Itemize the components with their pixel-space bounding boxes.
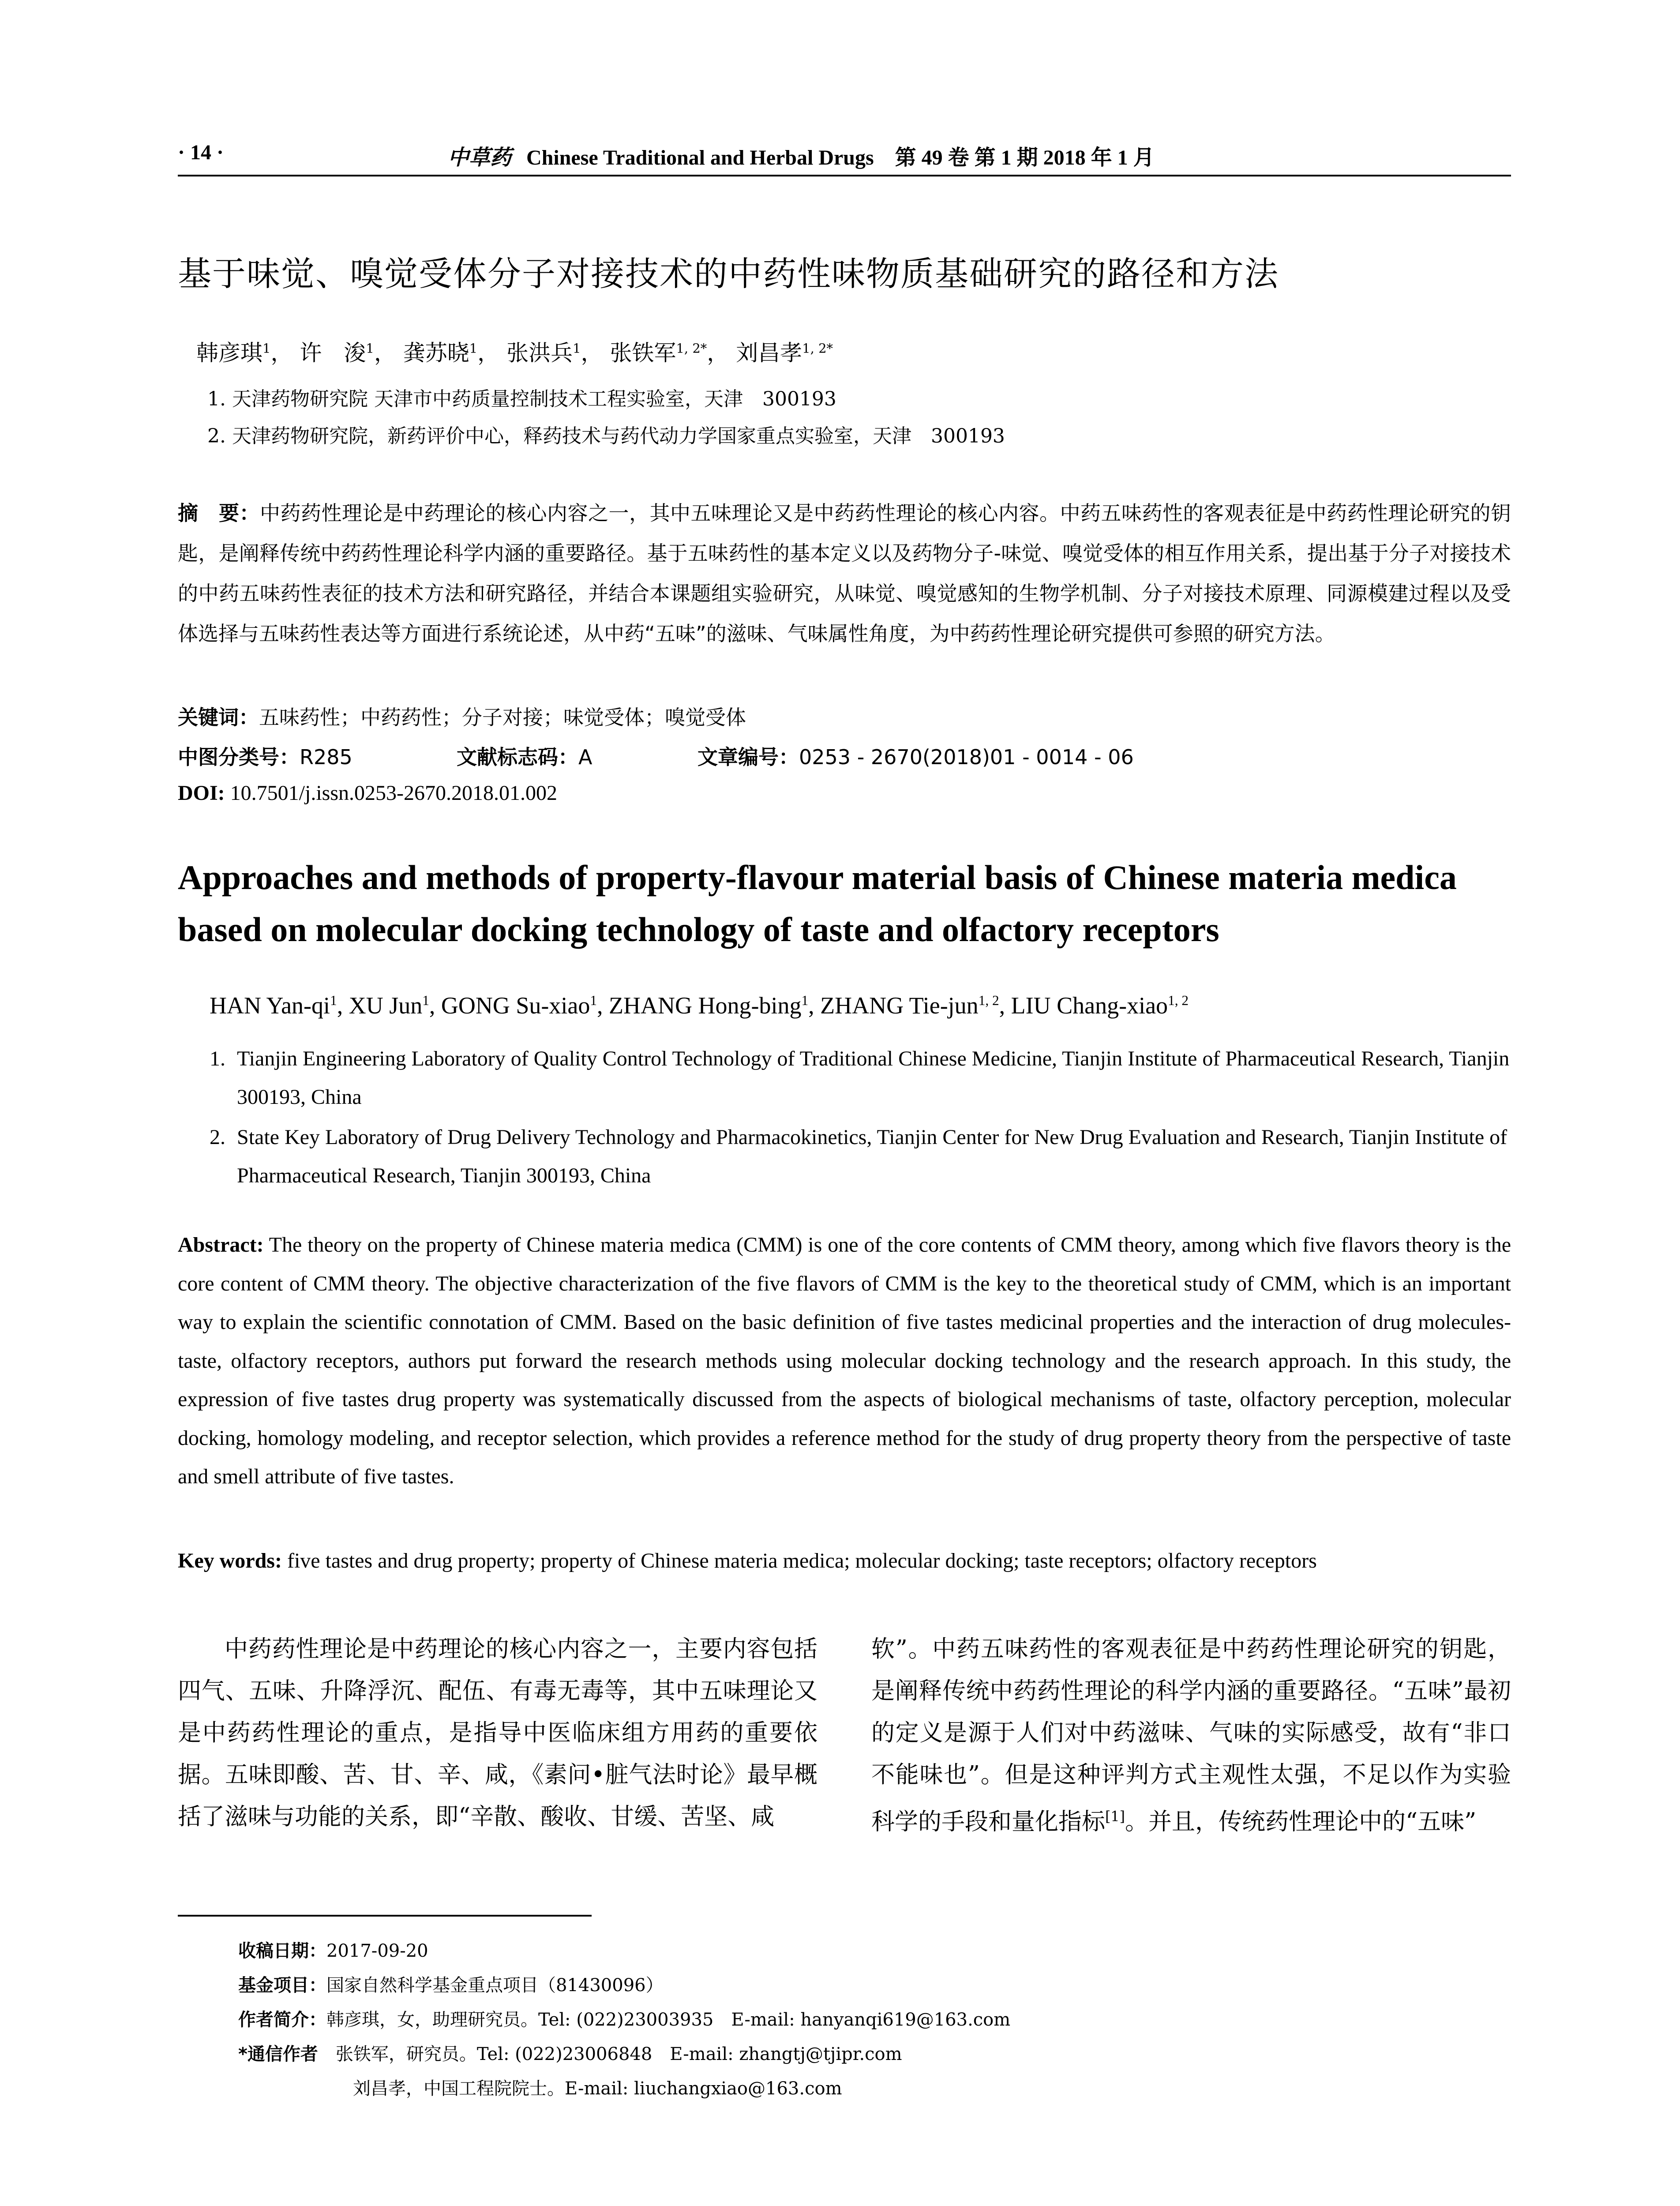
clc-number: 中图分类号：R285 (178, 745, 352, 769)
running-header (178, 140, 1511, 176)
footnote-author: 作者简介：韩彦琪，女，助理研究员。Tel: (022)23003935 E-mail: hanyanqi619@163.com (238, 2010, 1011, 2030)
author-en: GONG Su-xiao$^1$ (441, 992, 597, 1019)
citation-ref: [1] (1105, 1808, 1125, 1825)
body-column-right: 软”。中药五味药性的客观表征是中药药性理论研究的钥匙，是阐释传统中药药性理论的科学内涵的重要路径。“五味”最初的定义是源于人们对中药滋味、气味的实际感受，故有“非口不能味也”。但是这种评判方式主观性太强，不足以作为实验科学的手段和量化指标[1]。并且，传统药性理论中的“五味” (871, 1636, 1511, 1835)
author-en: ZHANG Tie-jun$^{1, 2}$ (820, 992, 999, 1019)
affiliation-cn-2: 2. 天津药物研究院，新药评价中心，释药技术与药代动力学国家重点实验室，天津 300193 (207, 425, 1005, 447)
affiliation-cn-1: 1. 天津药物研究院 天津市中药质量控制技术工程实验室，天津 300193 (207, 388, 836, 410)
author-cn: 张铁军$^{1, 2*}$ (610, 340, 707, 366)
title-en: Approaches and methods of property-flavour material basis of Chinese materia medica based on molecular docking technology of taste and olfactory receptors (178, 858, 1457, 949)
footnote-fund: 基金项目：国家自然科学基金重点项目（81430096） (238, 1975, 664, 1996)
author-cn: 许 浚$^1$ (300, 340, 374, 366)
title-cn: 基于味觉、嗅觉受体分子对接技术的中药性味物质基础研究的路径和方法 (178, 254, 1279, 293)
journal-name-cn: 中草药 (448, 145, 512, 170)
journal-header (448, 140, 1155, 171)
journal-name-issue: Chinese Traditional and Herbal Drugs 第 49 卷 第 1 期 2018 年 1 月 (526, 146, 1155, 169)
classification-line (178, 741, 1511, 768)
author-en: XU Jun$^1$ (349, 992, 429, 1019)
article-number: 文章编号：0253 - 2670(2018)01 - 0014 - 06 (698, 745, 1134, 769)
footnote-rule (178, 1915, 592, 1917)
document-code: 文献标志码：A (457, 745, 592, 769)
author-cn: 刘昌孝$^{1, 2*}$ (736, 340, 833, 366)
abstract-en-text: The theory on the property of Chinese materia medica (CMM) is one of the core contents of CMM theory, among which five flavors theory is the core content of CMM theory. The objective characterization of the five flavors of CMM is the key to the theoretical study of CMM, which is an important way to explain the scientific connotation of CMM. Based on the basic definition of five tastes medicinal properties and the interaction of drug molecules-taste, olfactory receptors, authors put forward the research methods using molecular docking technology and the research approach. In this study, the expression of five tastes drug property was systematically discussed from the aspects of biological mechanisms of taste, olfactory perception, molecular docking, homology modeling, and receptor selection, which provides a reference method for the study of drug property theory from the perspective of taste and smell attribute of five tastes. (178, 1233, 1511, 1488)
footnote-corresponding: *通信作者 张铁军，研究员。Tel: (022)23006848 E-mail: zhangtj@tjipr.com (238, 2044, 902, 2064)
abstract-cn-text: 中药药性理论是中药理论的核心内容之一，其中五味理论又是中药药性理论的核心内容。中药五味药性的客观表征是中药药性理论研究的钥匙，是阐释传统中药药性理论科学内涵的重要路径。基于五味药性的基本定义以及药物分子-味觉、嗅觉受体的相互作用关系，提出基于分子对接技术的中药五味药性表征的技术方法和研究路径，并结合本课题组实验研究，从味觉、嗅觉感知的生物学机制、分子对接技术原理、同源模建过程以及受体选择与五味药性表达等方面进行系统论述，从中药“五味”的滋味、气味属性角度，为中药药性理论研究提供可参照的研究方法。 (178, 501, 1511, 645)
doi-line: DOI: 10.7501/j.issn.0253-2670.2018.01.002 (178, 781, 558, 805)
abstract-en-label: Abstract: (178, 1233, 264, 1257)
affiliation-en-1: 1. Tianjin Engineering Laboratory of Quality Control Technology of Traditional Chinese Medicine, Tianjin Institute of Pharmaceutical Research, Tianjin 300193, China (210, 1047, 1510, 1109)
affiliation-en-2: 2. State Key Laboratory of Drug Delivery Technology and Pharmacokinetics, Tianjin Center for New Drug Evaluation and Research, Tianjin Institute of Pharmaceutical Research, Tianjin 300193, China (210, 1126, 1508, 1187)
authors-cn: 韩彦琪$^1$， 许 浚$^1$， 龚苏晓$^1$， 张洪兵$^1$， 张铁军$^{1, 2*}$， 刘昌孝$^{1, 2*}$ (196, 340, 833, 366)
keywords-en: Key words: five tastes and drug property; property of Chinese materia medica; molecular docking; taste receptors; olfactory receptors (178, 1549, 1317, 1572)
author-en: LIU Chang-xiao$^{1, 2}$ (1011, 992, 1189, 1019)
keywords-cn: 关键词：五味药性；中药药性；分子对接；味觉受体；嗅觉受体 (178, 705, 746, 729)
header-rule (178, 175, 1511, 176)
author-en: HAN Yan-$qi^1$ (210, 992, 337, 1019)
footnote-corresponding-2: 刘昌孝，中国工程院院士。E-mail: liuchangxiao@163.com (353, 2078, 842, 2099)
abstract-en (178, 1226, 1511, 1496)
author-cn: 龚苏晓$^1$ (403, 340, 478, 366)
page-number: · 14 · (178, 141, 224, 164)
author-cn: 张洪兵$^1$ (506, 340, 581, 366)
footnote-received: 收稿日期：2017-09-20 (238, 1941, 428, 1961)
abstract-cn (178, 493, 1511, 654)
abstract-cn-label: 摘 要： (178, 501, 260, 525)
author-cn: 韩彦琪$^1$ (196, 340, 271, 366)
authors-en: HAN Yan-$qi^1$, XU Jun$^1$, GONG Su-xiao$^1$, ZHANG Hong-bing$^1$, ZHANG Tie-jun$^{1, 2}$, LIU Chang-xiao$^{1, 2}$ (210, 992, 1189, 1019)
body-column-left: 中药药性理论是中药理论的核心内容之一，主要内容包括四气、五味、升降浮沉、配伍、有毒无毒等，其中五味理论又是中药药性理论的重点，是指导中医临床组方用药的重要依据。五味即酸、苦、甘、辛、咸，《素问•脏气法时论》最早概括了滋味与功能的关系，即“辛散、酸收、甘缓、苦坚、咸 (178, 1636, 818, 1830)
author-en: ZHANG Hong-bing$^1$ (609, 992, 809, 1019)
